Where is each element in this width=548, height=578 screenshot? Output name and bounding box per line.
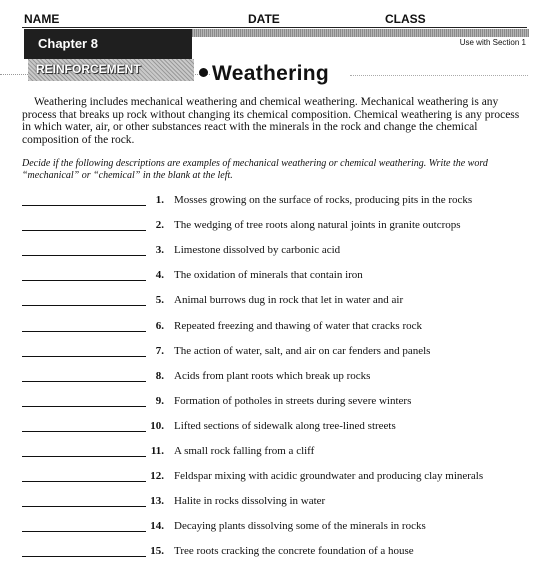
class-label: CLASS <box>385 12 426 26</box>
header-row <box>0 12 548 28</box>
answer-blank[interactable] <box>22 356 146 357</box>
chapter-box: Chapter 8 <box>24 29 192 59</box>
question-text: Mosses growing on the surface of rocks, producing pits in the rocks <box>174 194 473 206</box>
question-text: Decaying plants dissolving some of the minerals in rocks <box>174 520 426 533</box>
answer-blank[interactable] <box>22 205 146 206</box>
question-number: 6. <box>155 319 164 332</box>
question-number: 3. <box>155 244 164 257</box>
question-text: Animal burrows dug in rock that let in water and air <box>174 294 404 307</box>
answer-blank[interactable] <box>22 431 146 432</box>
header-rule <box>22 27 527 28</box>
question-number: 11. <box>150 445 164 457</box>
question-item <box>0 520 548 536</box>
question-number: 5. <box>155 294 164 307</box>
section-tag: REINFORCEMENT <box>28 59 194 81</box>
answer-blank[interactable] <box>22 305 146 306</box>
question-text: Acids from plant roots which break up rocks <box>174 369 371 382</box>
question-item <box>0 370 548 386</box>
question-number: 7. <box>155 344 164 357</box>
answer-blank[interactable] <box>22 255 146 256</box>
question-item <box>0 345 548 361</box>
question-item <box>0 395 548 411</box>
question-item <box>0 269 548 285</box>
instructions: Decide if the following descriptions are examples of mechanical weathering or chemical weathering. Write the word “mechanical” or “chemical” in the blank at the left. <box>22 158 488 181</box>
answer-blank[interactable] <box>22 280 146 281</box>
question-item <box>0 545 548 561</box>
question-text: The oxidation of minerals that contain iron <box>174 269 363 282</box>
bullet-icon <box>199 68 208 77</box>
question-number: 2. <box>155 219 164 232</box>
question-text: Tree roots cracking the concrete foundation of a house <box>174 545 414 558</box>
answer-blank[interactable] <box>22 381 146 382</box>
answer-blank[interactable] <box>22 531 146 532</box>
question-number: 13. <box>150 495 164 508</box>
question-number: 12. <box>150 470 164 483</box>
question-item <box>0 445 548 461</box>
date-label: DATE <box>248 12 280 26</box>
question-number: 1. <box>155 194 164 206</box>
answer-blank[interactable] <box>22 456 146 457</box>
question-item <box>0 194 548 210</box>
answer-blank[interactable] <box>22 331 146 332</box>
use-with-note: Use with Section 1 <box>459 38 526 47</box>
question-text: A small rock falling from a cliff <box>174 445 315 457</box>
question-item <box>0 244 548 260</box>
question-item <box>0 470 548 486</box>
question-text: Halite in rocks dissolving in water <box>174 495 326 508</box>
right-dotted-rule <box>350 75 528 76</box>
answer-blank[interactable] <box>22 556 146 557</box>
question-number: 4. <box>155 269 164 282</box>
question-text: Lifted sections of sidewalk along tree-lined streets <box>174 419 396 432</box>
question-item <box>0 495 548 511</box>
answer-blank[interactable] <box>22 481 146 482</box>
question-text: Repeated freezing and thawing of water that cracks rock <box>174 319 422 332</box>
question-number: 9. <box>155 394 164 407</box>
page-title: Weathering <box>212 62 329 85</box>
question-item <box>0 320 548 336</box>
name-label: NAME <box>24 12 60 26</box>
question-number: 15. <box>150 545 164 558</box>
question-text: The wedging of tree roots along natural joints in granite outcrops <box>174 219 461 232</box>
question-item <box>0 219 548 235</box>
question-text: Formation of potholes in streets during severe winters <box>174 394 412 407</box>
intro-paragraph: Weathering includes mechanical weathering and chemical weathering. Mechanical weathering is any process that breaks up rock without changing its chemical composition. Chemical weathering is any process in which water, air, or other substances react with the minerals in the rock and change the chemical composition of the rock. <box>22 96 520 146</box>
question-number: 10. <box>150 419 164 432</box>
question-item <box>0 420 548 436</box>
answer-blank[interactable] <box>22 230 146 231</box>
question-text: Feldspar mixing with acidic groundwater and producing clay minerals <box>174 470 484 483</box>
question-text: Limestone dissolved by carbonic acid <box>174 244 341 257</box>
question-text: The action of water, salt, and air on car fenders and panels <box>174 344 431 357</box>
question-item <box>0 294 548 310</box>
answer-blank[interactable] <box>22 406 146 407</box>
question-number: 14. <box>150 520 164 533</box>
question-number: 8. <box>155 369 164 382</box>
header-band <box>192 29 529 37</box>
answer-blank[interactable] <box>22 506 146 507</box>
